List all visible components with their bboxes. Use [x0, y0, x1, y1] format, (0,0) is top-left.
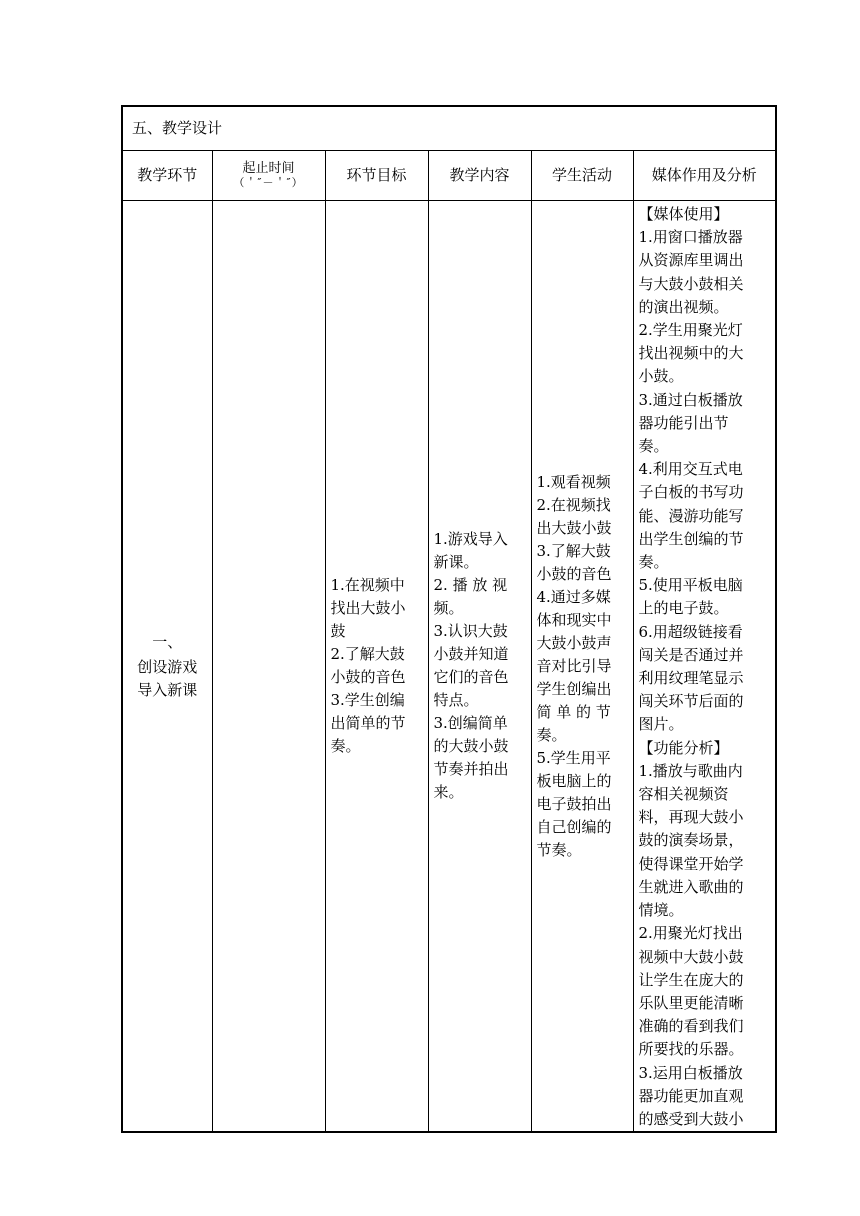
- text-line: 与大鼓小鼓相关: [638, 274, 744, 293]
- text-line: 乐队里更能清晰: [638, 993, 744, 1012]
- stage-cell: [122, 201, 212, 1133]
- activity-text: [532, 471, 633, 862]
- teaching-design-table: [121, 105, 777, 1133]
- text-line: 闯关是否通过并: [638, 645, 744, 664]
- text-line: 3.了解大鼓: [536, 541, 611, 560]
- text-line: 2.在视频找: [536, 495, 611, 514]
- text-line: 3.学生创编: [330, 691, 405, 710]
- time-cell: [212, 201, 325, 1133]
- header-goal: 环节目标: [325, 151, 428, 201]
- header-time: [212, 151, 325, 201]
- text-line: 学生创编出: [536, 679, 612, 698]
- text-line: 小鼓的音色: [330, 668, 406, 687]
- text-line: 板电脑上的: [536, 771, 612, 790]
- text-line: 奏。: [638, 553, 669, 572]
- text-line: 2. 播 放 视: [433, 576, 508, 595]
- text-line: 4.通过多媒: [536, 587, 611, 606]
- text-line: 自己创编的: [536, 817, 612, 836]
- text-line: 小鼓的音色: [536, 564, 612, 583]
- text-line: 3.通过白板播放: [638, 390, 743, 409]
- text-line: 容相关视频资: [638, 785, 729, 804]
- text-line: 大鼓小鼓声: [536, 633, 612, 652]
- stage-name-line2: 导入新课: [137, 680, 198, 699]
- text-line: 节奏并拍出: [433, 760, 509, 779]
- text-line: 的感受到大鼓小: [638, 1109, 744, 1128]
- header-time-format: （＇″－＇″）: [233, 175, 304, 189]
- content-cell: [428, 201, 531, 1133]
- text-line: 情境。: [638, 901, 684, 920]
- media-cell: [633, 201, 776, 1133]
- text-line: 出学生创编的节: [638, 529, 744, 548]
- text-line: 奏。: [536, 725, 567, 744]
- text-line: 3.认识大鼓: [433, 622, 508, 641]
- text-line: 能、漫游功能写: [638, 506, 744, 525]
- text-line: 料，再现大鼓小: [638, 808, 744, 827]
- text-line: 出简单的节: [330, 714, 406, 733]
- text-line: 所要找的乐器。: [638, 1040, 744, 1059]
- text-line: 生就进入歌曲的: [638, 877, 744, 896]
- text-line: 奏。: [638, 437, 669, 456]
- section-title: 五、教学设计: [122, 106, 776, 151]
- text-line: 6.用超级链接看: [638, 622, 743, 641]
- text-line: 5.使用平板电脑: [638, 576, 743, 595]
- text-line: 鼓: [330, 622, 346, 641]
- text-line: 2.用聚光灯找出: [638, 924, 743, 943]
- text-line: 1.观看视频: [536, 472, 611, 491]
- text-line: 图片。: [638, 715, 684, 734]
- text-line: 2.学生用聚光灯: [638, 321, 743, 340]
- text-line: 5.学生用平: [536, 748, 611, 767]
- text-line: 从资源库里调出: [638, 251, 744, 270]
- text-line: 器功能引出节: [638, 413, 729, 432]
- header-time-label: 起止时间: [242, 160, 295, 176]
- text-line: 3.创编简单: [433, 714, 508, 733]
- text-line: 来。: [433, 783, 464, 802]
- text-line: 2.了解大鼓: [330, 645, 405, 664]
- header-stage: 教学环节: [122, 151, 212, 201]
- text-line: 器功能更加直观: [638, 1086, 744, 1105]
- text-line: 1.游戏导入: [433, 530, 508, 549]
- goal-text: [326, 574, 428, 758]
- goal-cell: [325, 201, 428, 1133]
- text-line: 电子鼓拍出: [536, 794, 612, 813]
- text-line: 新课。: [433, 553, 479, 572]
- text-line: 的演出视频。: [638, 297, 729, 316]
- text-line: 体和现实中: [536, 610, 612, 629]
- text-line: 【媒体使用】: [638, 205, 729, 223]
- text-line: 闯关环节后面的: [638, 692, 744, 711]
- text-line: 小鼓并知道: [433, 645, 509, 664]
- text-line: 子白板的书写功: [638, 483, 744, 502]
- text-line: 视频中大鼓小鼓: [638, 947, 744, 966]
- text-line: 特点。: [433, 691, 479, 710]
- activity-cell: [531, 201, 633, 1133]
- text-line: 鼓的演奏场景，: [638, 831, 744, 850]
- text-line: 找出视频中的大: [638, 344, 744, 363]
- text-line: 频。: [433, 599, 464, 618]
- text-line: 【功能分析】: [638, 738, 729, 757]
- text-line: 上的电子鼓。: [638, 599, 729, 618]
- text-line: 利用纹理笔显示: [638, 669, 744, 688]
- header-media: 媒体作用及分析: [633, 151, 776, 201]
- text-line: 让学生在庞大的: [638, 970, 744, 989]
- text-line: 出大鼓小鼓: [536, 518, 612, 537]
- text-line: 的大鼓小鼓: [433, 737, 509, 756]
- text-line: 1.播放与歌曲内: [638, 761, 743, 780]
- text-line: 小鼓。: [638, 367, 684, 386]
- stage-name-line1: 创设游戏: [137, 657, 198, 676]
- text-line: 简 单 的 节: [536, 702, 611, 721]
- media-text: [634, 201, 776, 1131]
- text-line: 找出大鼓小: [330, 599, 406, 618]
- header-content: 教学内容: [428, 151, 531, 201]
- text-line: 1.用窗口播放器: [638, 228, 743, 247]
- content-text: [429, 528, 531, 804]
- text-line: 使得课堂开始学: [638, 854, 744, 873]
- text-line: 3.运用白板播放: [638, 1063, 743, 1082]
- text-line: 4.利用交互式电: [638, 460, 743, 479]
- text-line: 准确的看到我们: [638, 1017, 744, 1036]
- text-line: 节奏。: [536, 840, 582, 859]
- text-line: 奏。: [330, 737, 361, 756]
- text-line: 它们的音色: [433, 668, 509, 687]
- header-activity: 学生活动: [531, 151, 633, 201]
- stage-number: 一、: [152, 632, 183, 651]
- text-line: 1.在视频中: [330, 576, 405, 595]
- text-line: 音对比引导: [536, 656, 612, 675]
